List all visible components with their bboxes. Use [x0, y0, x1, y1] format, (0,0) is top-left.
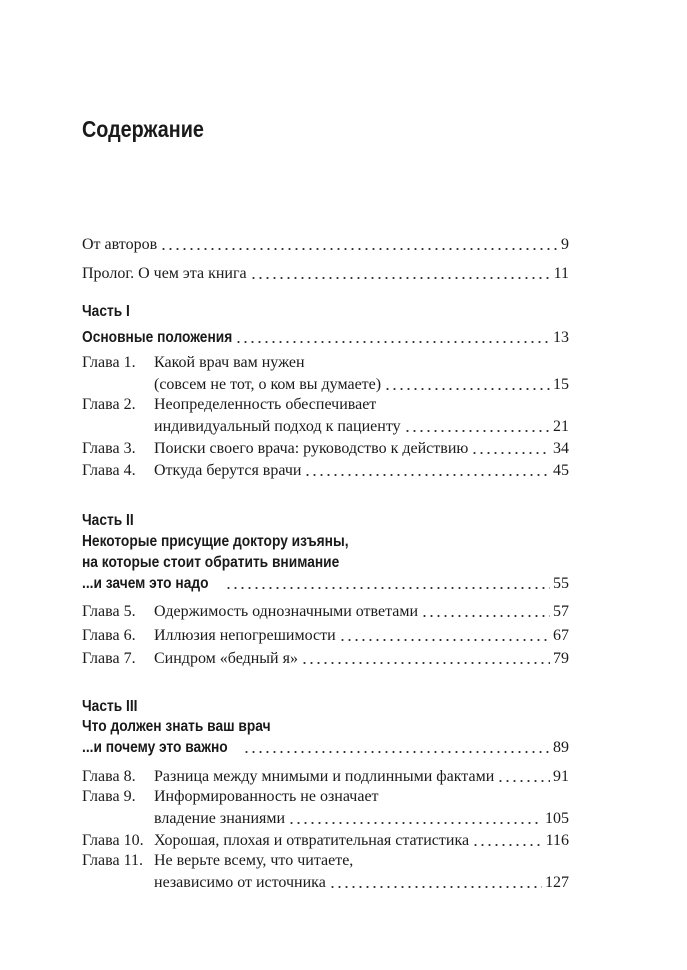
- page-number: 55: [553, 575, 569, 592]
- page-number: 13: [553, 329, 569, 346]
- leader-dots: [301, 651, 550, 665]
- toc-part-heading[interactable]: [82, 735, 569, 757]
- leader-dots: [421, 604, 550, 618]
- chapter-number: Глава 6.: [82, 627, 136, 644]
- chapter-title: Откуда берутся врачи: [154, 462, 302, 479]
- leader-dots: [304, 463, 550, 477]
- chapter-number: Глава 3.: [82, 440, 136, 457]
- part-title: ...и зачем это надо: [82, 575, 209, 592]
- page-number: 127: [545, 874, 569, 891]
- toc-part-heading[interactable]: [82, 571, 569, 593]
- chapter-title: Синдром «бедный я»: [154, 650, 298, 667]
- toc-chapter-5[interactable]: [82, 599, 569, 621]
- entry-label: От авторов: [82, 236, 158, 253]
- toc-entry-preface[interactable]: [82, 232, 569, 254]
- page-number: 21: [553, 418, 569, 435]
- chapter-title: индивидуальный подход к пациенту: [154, 418, 401, 435]
- part-title-line: Некоторые присущие доктору изъяны,: [82, 533, 349, 550]
- part-label: Часть II: [82, 512, 134, 529]
- leader-dots: [384, 377, 550, 391]
- chapter-title-line: Не верьте всему, что читаете,: [154, 852, 354, 869]
- chapter-title: владение знаниями: [154, 810, 286, 827]
- chapter-title: Иллюзия непогрешимости: [154, 627, 336, 644]
- toc-chapter-10[interactable]: [82, 828, 569, 850]
- chapter-title: Поиски своего врача: руководство к действию: [154, 440, 469, 457]
- toc-part-heading[interactable]: [82, 325, 569, 347]
- leader-dots: [160, 237, 558, 251]
- leader-dots: [225, 576, 550, 590]
- page-number: 11: [553, 265, 569, 282]
- chapter-title: Одержимость однозначными ответами: [154, 603, 419, 620]
- toc-chapter-4[interactable]: [82, 458, 569, 480]
- part-title: ...и почему это важно: [82, 739, 228, 756]
- chapter-number: Глава 7.: [82, 650, 136, 667]
- toc-chapter-8[interactable]: [82, 764, 569, 786]
- chapter-number: Глава 1.: [82, 354, 136, 371]
- part-label: Часть III: [82, 698, 138, 715]
- chapter-number: Глава 9.: [82, 788, 136, 805]
- chapter-title: независимо от источника: [154, 874, 326, 891]
- page-number: 34: [553, 440, 569, 457]
- chapter-title-line: Какой врач вам нужен: [154, 354, 305, 371]
- part-title-line: на которые стоит обратить внимание: [82, 554, 340, 571]
- page-number: 79: [553, 650, 569, 667]
- chapter-title-line: Неопределенность обеспечивает: [154, 396, 377, 413]
- leader-dots: [472, 833, 543, 847]
- chapter-number: Глава 5.: [82, 603, 136, 620]
- leader-dots: [404, 419, 550, 433]
- leader-dots: [329, 875, 542, 889]
- chapter-number: Глава 10.: [82, 832, 144, 849]
- chapter-number: Глава 11.: [82, 852, 143, 869]
- toc-chapter-7[interactable]: [82, 646, 569, 668]
- toc-chapter-2[interactable]: [82, 396, 569, 436]
- chapter-number: Глава 2.: [82, 396, 136, 413]
- page-number: 91: [553, 768, 569, 785]
- leader-dots: [250, 266, 551, 280]
- toc-entry-prologue[interactable]: [82, 261, 569, 283]
- toc-chapter-9[interactable]: [82, 788, 569, 828]
- leader-dots: [497, 769, 550, 783]
- part-label: Часть I: [82, 303, 130, 320]
- page-number: 57: [553, 603, 569, 620]
- chapter-title: Разница между мнимыми и подлинными фактами: [154, 768, 495, 785]
- chapter-number: Глава 4.: [82, 462, 136, 479]
- page-title: Содержание: [82, 116, 204, 142]
- page-number: 89: [553, 739, 569, 756]
- entry-label: Пролог. О чем эта книга: [82, 265, 247, 282]
- page-number: 9: [561, 236, 569, 253]
- part-title-line: Что должен знать ваш врач: [82, 718, 271, 735]
- leader-dots: [471, 441, 550, 455]
- page-number: 105: [545, 810, 569, 827]
- leader-dots: [339, 628, 550, 642]
- leader-dots: [235, 330, 550, 344]
- toc-chapter-1[interactable]: [82, 354, 569, 394]
- toc-chapter-6[interactable]: [82, 623, 569, 645]
- leader-dots: [243, 740, 550, 754]
- page-number: 45: [553, 462, 569, 479]
- part-title: Основные положения: [82, 329, 233, 346]
- chapter-title-line: Информированность не означает: [154, 788, 379, 805]
- leader-dots: [288, 811, 542, 825]
- chapter-number: Глава 8.: [82, 768, 136, 785]
- chapter-title: Хорошая, плохая и отвратительная статистика: [154, 832, 470, 849]
- toc-chapter-3[interactable]: [82, 436, 569, 458]
- toc-chapter-11[interactable]: [82, 852, 569, 892]
- page-number: 116: [545, 832, 569, 849]
- page-number: 67: [553, 627, 569, 644]
- chapter-title: (совсем не тот, о ком вы думаете): [154, 376, 382, 393]
- page-number: 15: [553, 376, 569, 393]
